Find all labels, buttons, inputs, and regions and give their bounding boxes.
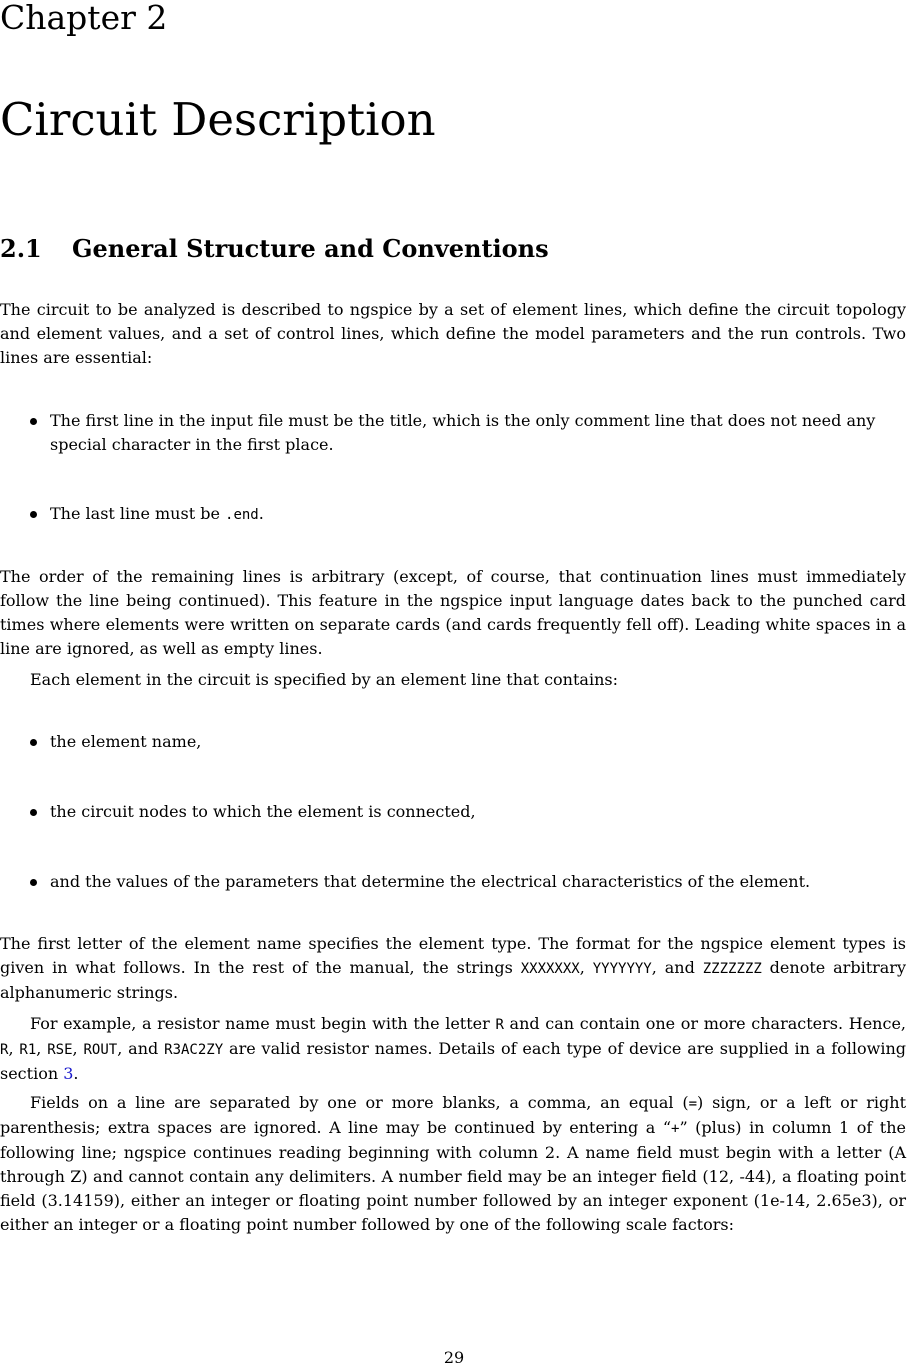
text-run: , — [72, 1039, 84, 1058]
section-title: General Structure and Conventions — [72, 234, 549, 263]
code-plus-sign: + — [671, 1121, 680, 1137]
code-r: R — [0, 1042, 9, 1058]
example-paragraph — [0, 1012, 906, 1086]
text-run: Fields on a line are separated by one or more blanks, a comma, an equal ( — [30, 1093, 689, 1112]
code-r3ac2zy: R3AC2ZY — [164, 1042, 224, 1058]
code-xxxxxxx: XXXXXXX — [520, 961, 580, 977]
code-yyyyyyy: YYYYYYY — [592, 961, 652, 977]
text-run: , and — [651, 958, 703, 977]
text-run: , and — [117, 1039, 165, 1058]
page-number: 29 — [443, 1348, 465, 1367]
text-run: , — [36, 1039, 48, 1058]
last-line-prefix: The last line must be — [50, 504, 226, 523]
text-run: ” (plus) in column 1 of the following line; ngspice continues reading beginning with column 2. A name field must begin with a letter (A through Z) and cannot contain any delimiters. A number field may be an integer field (12, -44), a floating point field (3.14159), either an integer or floating point number followed by an integer exponent (1e-14, 2.65e3), or either an integer or a floating point number followed by one of the following scale factors: — [0, 1118, 907, 1234]
text-run: For example, a resistor name must begin with the letter — [30, 1014, 496, 1033]
section-heading — [0, 234, 549, 264]
text-run: , — [8, 1039, 20, 1058]
list-item-last-line — [50, 502, 907, 527]
text-run: , — [579, 958, 593, 977]
intro-paragraph: The circuit to be analyzed is described to ngspice by a set of element lines, which define the circuit topology and element values, and a set of control lines, which define the model parameters and the run controls. Two lines are essential: — [0, 300, 906, 367]
text-run: and can contain one or more characters. Hence, — [503, 1014, 906, 1033]
chapter-title: Circuit Description — [0, 93, 436, 146]
code-rout: ROUT — [83, 1042, 118, 1058]
text-run: are valid resistor names. Details of each type of device are supplied in a following section — [0, 1039, 907, 1083]
element-paragraph: Each element in the circuit is specified by an element line that contains: — [30, 670, 618, 689]
section-3-link[interactable]: 3 — [63, 1064, 74, 1083]
text-run: denote arbitrary alphanumeric strings. — [0, 958, 906, 1002]
code-rse: RSE — [47, 1042, 73, 1058]
fields-paragraph — [0, 1091, 906, 1237]
order-paragraph: The order of the remaining lines is arbitrary (except, of course, that continuation lines must immediately follow the line being continued). This feature in the ngspice input language dates back to the punched card times where elements were written on separate cards (and cards frequently fell off). Leading white spaces in a line are ignored, as well as empty lines. — [0, 567, 906, 658]
list-item-circuit-nodes: the circuit nodes to which the element is connected, — [50, 800, 907, 824]
text-run: . — [73, 1064, 79, 1083]
code-r1: R1 — [19, 1042, 37, 1058]
code-zzzzzzz: ZZZZZZZ — [702, 961, 762, 977]
code-equal-sign: = — [688, 1096, 698, 1112]
list-item-first-line: The first line in the input file must be the title, which is the only comment line that does not need any special character in the first place. — [50, 409, 907, 457]
list-item-element-name: the element name, — [50, 730, 907, 754]
end-code: .end — [225, 507, 259, 523]
code-r-letter: R — [495, 1017, 504, 1033]
last-line-suffix: . — [258, 504, 264, 523]
text-run: ) sign, or a left or right parenthesis; extra spaces are ignored. A line may be continued by entering a “ — [0, 1093, 907, 1137]
first-letter-paragraph — [0, 932, 906, 1005]
list-item-parameter-values: and the values of the parameters that determine the electrical characteristics of the element. — [50, 870, 907, 894]
chapter-label: Chapter 2 — [0, 0, 168, 37]
section-number: 2.1 — [0, 234, 42, 263]
text-run: The first letter of the element name specifies the element type. The format for the ngspice element types is given in what follows. In the rest of the manual, the strings — [0, 934, 906, 977]
